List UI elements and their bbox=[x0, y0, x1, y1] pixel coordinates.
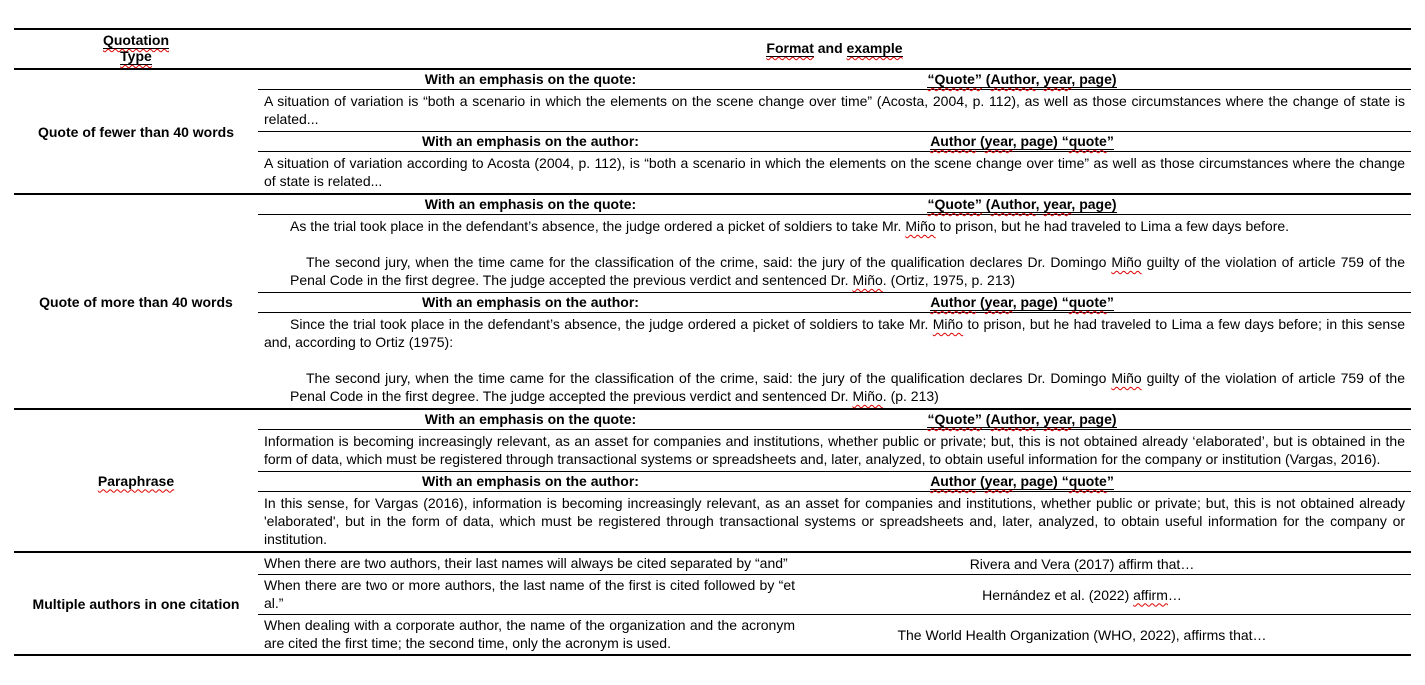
text-run: “Quote” bbox=[927, 196, 982, 212]
type-cell-multiple-authors: Multiple authors in one citation bbox=[14, 552, 258, 655]
text-run: , page) bbox=[1071, 196, 1117, 212]
format-pattern-author bbox=[803, 293, 1411, 313]
type-cell-quote-more-40: Quote of more than 40 words bbox=[14, 194, 258, 409]
text-run: year bbox=[984, 133, 1013, 149]
example-paragraph: Information is becoming increasingly relevant, as an asset for companies and institutions, whether public or private; but, this is not obtained already ‘elaborated’, but is obtained in the form of data, which must be registered through transactional systems or spreadsheets and, later, analyzed, to obtain useful information for the company or institution (Vargas, 2016). bbox=[264, 433, 1406, 467]
text-run: ( bbox=[976, 473, 985, 489]
text-run: Author bbox=[990, 196, 1036, 212]
text-run: Author bbox=[930, 133, 977, 149]
text-run: quote bbox=[1068, 133, 1107, 149]
text-run: to prison, but he had traveled to Lima a few days before; in this sense and, according to Ortiz (1975): bbox=[264, 316, 1405, 350]
quotation-format-table bbox=[14, 28, 1411, 656]
text-run: year bbox=[984, 294, 1013, 310]
subheader-emphasis-author: With an emphasis on the author: bbox=[258, 132, 803, 152]
text-run: Format bbox=[766, 40, 814, 56]
text-run: … bbox=[1167, 586, 1182, 603]
text-run: “Quote” bbox=[927, 411, 982, 427]
example-two-authors bbox=[803, 552, 1411, 575]
subheader-emphasis-quote: With an emphasis on the quote: bbox=[258, 69, 803, 90]
example-corporate-author bbox=[803, 615, 1411, 656]
subheader-emphasis-author: With an emphasis on the author: bbox=[258, 472, 803, 492]
text-run: Miño bbox=[852, 388, 883, 404]
rule-et-al: When there are two or more authors, the last name of the first is cited followed by “et al.” bbox=[258, 575, 803, 615]
text-run: , page) bbox=[1071, 411, 1117, 427]
text-run: , page) “ bbox=[1012, 473, 1069, 489]
text-run: to prison, but he had traveled to Lima a few days before. bbox=[935, 218, 1290, 234]
text-run: affirm bbox=[1133, 586, 1168, 603]
text-run: Since the trial took place in the defendant’s absence, the judge ordered a picket of soldiers to take Mr. bbox=[290, 316, 933, 332]
subheader-emphasis-author: With an emphasis on the author: bbox=[258, 293, 803, 313]
text-run: quote bbox=[1068, 473, 1107, 489]
header-type-word: Type bbox=[120, 48, 152, 64]
text-run: , bbox=[1035, 196, 1044, 212]
text-run: , bbox=[1035, 71, 1044, 87]
example-paragraph bbox=[264, 217, 1405, 235]
text-run: , page) bbox=[1071, 71, 1117, 87]
text-run: Author bbox=[990, 411, 1036, 427]
example-paraphrase-author bbox=[258, 492, 1411, 553]
text-run: and bbox=[813, 40, 847, 56]
text-run: guilty of the violation of article 759 of the Penal Code in the first degree. The judge accepted the previous verdict and sentenced Dr. bbox=[290, 370, 1406, 404]
text-run: ( bbox=[981, 196, 991, 212]
text-run: year bbox=[1043, 196, 1072, 212]
text-run: As the trial took place in the defendant’s absence, the judge ordered a picket of soldiers to take Mr. bbox=[290, 218, 906, 234]
text-run: ” bbox=[1106, 473, 1114, 489]
table-row bbox=[14, 409, 1411, 430]
subheader-emphasis-quote: With an emphasis on the quote: bbox=[258, 194, 803, 215]
text-run: . (p. 213) bbox=[882, 388, 939, 404]
text-run: , page) “ bbox=[1012, 294, 1069, 310]
format-pattern-quote bbox=[803, 69, 1411, 90]
example-block-quote bbox=[290, 369, 1405, 405]
type-cell-quote-fewer-40: Quote of fewer than 40 words bbox=[14, 69, 258, 194]
table-row bbox=[14, 552, 1411, 575]
text-run: year bbox=[984, 473, 1013, 489]
paraphrase-label: Paraphrase bbox=[97, 472, 175, 489]
example-et-al bbox=[803, 575, 1411, 615]
text-run: Hernández et al. (2022) bbox=[982, 586, 1134, 603]
text-run: , bbox=[1035, 411, 1044, 427]
example-paragraph: In this sense, for Vargas (2016), information is becoming increasingly relevant, as an asset for companies and institutions, whether public or private; but, this is not obtained already 'elaborated', but in the form of data, which must be registered through transactional systems or spreadsheets and, later, analyzed, to obtain useful information for the company or institution. bbox=[264, 495, 1406, 547]
example-fewer40-quote bbox=[258, 90, 1411, 132]
text-run: quote bbox=[1068, 294, 1107, 310]
example-paragraph bbox=[264, 315, 1405, 351]
text-run: . (Ortiz, 1975, p. 213) bbox=[882, 272, 1016, 288]
example-fewer40-author bbox=[258, 152, 1411, 195]
text-run: ( bbox=[981, 411, 991, 427]
subheader-emphasis-quote: With an emphasis on the quote: bbox=[258, 409, 803, 430]
text-run: ” bbox=[1106, 133, 1114, 149]
type-cell-paraphrase bbox=[14, 409, 258, 552]
text-run: Author bbox=[990, 71, 1036, 87]
header-format-example-text bbox=[766, 40, 902, 57]
text-run: The second jury, when the time came for the classification of the crime, said: the jury of the qualification declares Dr. Domingo bbox=[306, 254, 1112, 270]
example-paragraph: A situation of variation according to Acosta (2004, p. 112), is “both a scenario in which the elements on the scene change over time” as well as those circumstances where the change of state is related... bbox=[264, 155, 1406, 189]
text-run: Author bbox=[930, 473, 977, 489]
text-run: Rivera and Vera (2017) affirm that… bbox=[969, 555, 1195, 572]
example-block-quote bbox=[290, 253, 1405, 289]
text-run: Miño bbox=[932, 316, 964, 332]
text-run: “Quote” bbox=[927, 71, 982, 87]
text-run: The second jury, when the time came for the classification of the crime, said: the jury of the qualification declares Dr. Domingo bbox=[306, 370, 1112, 386]
header-quotation-word: Quotation bbox=[102, 32, 170, 48]
text-run: example bbox=[846, 40, 903, 56]
example-paragraph: A situation of variation is “both a scenario in which the elements on the scene change over time” (Acosta, 2004, p. 112), as well as those circumstances where the change of state is related... bbox=[264, 93, 1406, 127]
text-run: Miño bbox=[1111, 370, 1142, 386]
text-run: ( bbox=[976, 294, 985, 310]
header-format-example bbox=[258, 29, 1411, 69]
text-run: Miño bbox=[852, 272, 883, 288]
example-more40-author bbox=[258, 313, 1411, 410]
example-more40-quote bbox=[258, 215, 1411, 293]
table-row bbox=[14, 194, 1411, 215]
text-run: ” bbox=[1106, 294, 1114, 310]
format-pattern-quote bbox=[803, 194, 1411, 215]
text-run: Author bbox=[930, 294, 977, 310]
example-paraphrase-quote bbox=[258, 430, 1411, 472]
format-pattern-author bbox=[803, 132, 1411, 152]
rule-two-authors: When there are two authors, their last names will always be cited separated by “and” bbox=[258, 552, 803, 575]
text-run: ( bbox=[981, 71, 991, 87]
text-run: guilty of the violation of article 759 of the Penal Code in the first degree. The judge accepted the previous verdict and sentenced Dr. bbox=[290, 254, 1406, 288]
text-run: year bbox=[1043, 411, 1072, 427]
rule-corporate-author: When dealing with a corporate author, the name of the organization and the acronym are cited the first time; the second time, only the acronym is used. bbox=[258, 615, 803, 656]
header-quotation-type bbox=[14, 29, 258, 69]
table-header-row bbox=[14, 29, 1411, 69]
text-run: year bbox=[1043, 71, 1072, 87]
format-pattern-quote bbox=[803, 409, 1411, 430]
text-run: Miño bbox=[905, 218, 936, 234]
table-row bbox=[14, 69, 1411, 90]
format-pattern-author bbox=[803, 472, 1411, 492]
text-run: , page) “ bbox=[1012, 133, 1069, 149]
text-run: ( bbox=[976, 133, 985, 149]
text-run: The World Health Organization (WHO, 2022), affirms that… bbox=[897, 626, 1267, 643]
text-run: Miño bbox=[1111, 254, 1142, 270]
